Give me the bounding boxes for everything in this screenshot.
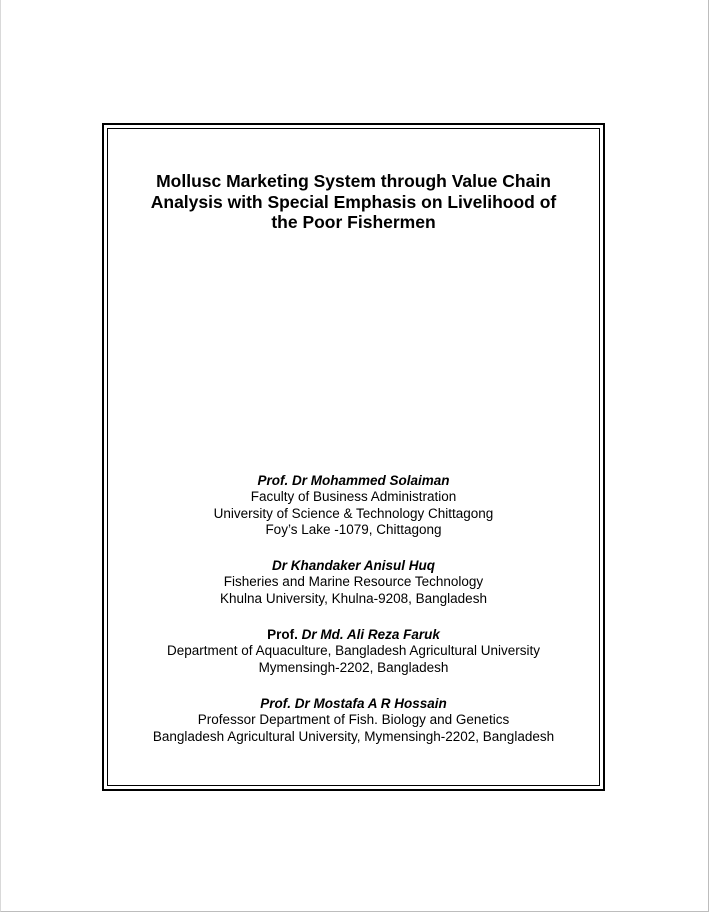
author-name [107,627,600,643]
author-block [107,473,600,538]
author-block [107,627,600,676]
author-fullname: Dr Md. Ali Reza Faruk [301,627,440,643]
affiliation-line: University of Science & Technology Chittagong [213,505,494,521]
author-block [107,696,600,745]
author-block [107,558,600,607]
author-prefix: Prof. [260,695,295,711]
affiliation-line: Mymensingh-2202, Bangladesh [258,659,449,675]
author-prefix: Prof. [267,627,302,643]
author-fullname: Dr Mohammed Solaiman [291,473,450,488]
affiliation-line: Bangladesh Agricultural University, Mymensingh-2202, Bangladesh [152,728,555,744]
author-name [107,473,600,489]
affiliation-line: Khulna University, Khulna-9208, Bangladesh [220,590,487,606]
title-line: the Poor Fishermen [271,212,436,232]
author-list [107,473,600,765]
affiliation-line: Fisheries and Marine Resource Technology [223,574,484,590]
author-fullname: Dr Khandaker Anisul Huq [271,558,436,574]
document-title [107,171,600,233]
author-name [107,558,600,574]
title-line: Mollusc Marketing System through Value Chain [156,171,551,191]
author-prefix: Prof. [257,473,292,488]
affiliation-line: Department of Aquaculture, Bangladesh Agricultural University [167,643,540,659]
author-name [107,696,600,712]
affiliation-line: Faculty of Business Administration [250,489,457,505]
title-line: Analysis with Special Emphasis on Livelihood of [150,191,557,212]
affiliation-line: Professor Department of Fish. Biology and Genetics [197,712,510,728]
author-fullname: Dr Mostafa A R Hossain [294,695,447,711]
affiliation-line: Foy’s Lake -1079, Chittagong [265,521,442,537]
